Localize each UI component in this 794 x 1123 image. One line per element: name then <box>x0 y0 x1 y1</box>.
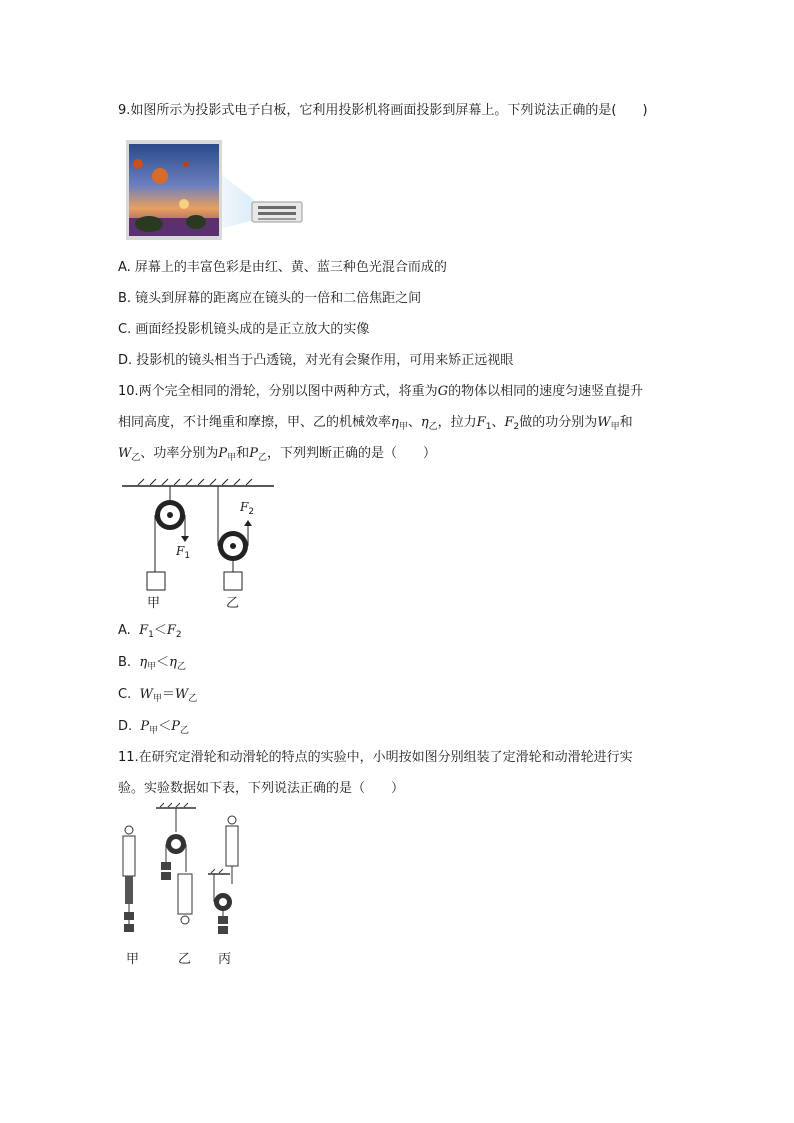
q10-fig-yi-label: 乙 <box>226 596 240 611</box>
q11-spring-scale-svg <box>112 802 262 970</box>
q10-fig-f1-label: $F_1$ <box>176 544 191 561</box>
q10-option-a[interactable]: A. $F_1<F_2$ <box>118 623 182 640</box>
q10-option-b[interactable]: B. $\eta_甲<\eta_乙$ <box>118 655 186 672</box>
q11-fig-yi-label: 乙 <box>178 952 192 967</box>
q11-spring-scale-diagram <box>112 802 262 970</box>
q10-stem-line2: 相同高度，不计绳重和摩擦，甲、乙的机械效率$\eta_甲$、$\eta_乙$，拉力$F_1$、$F_2$做的功分别为$W_甲$和 <box>118 415 633 432</box>
q11-stem-line2: 验。实验数据如下表，下列说法正确的是（ ） <box>118 781 405 796</box>
q11-stem-line1: 11.在研究定滑轮和动滑轮的特点的实验中，小明按如图分别组装了定滑轮和动滑轮进行实 <box>118 750 633 765</box>
q9-option-d[interactable]: D. 投影机的镜头相当于凸透镜，对光有会聚作用，可用来矫正远视眼 <box>118 353 514 368</box>
projector-whiteboard-image <box>124 138 306 242</box>
q9-option-b[interactable]: B. 镜头到屏幕的距离应在镜头的一倍和二倍焦距之间 <box>118 291 422 306</box>
q10-pulley-diagram <box>118 472 288 614</box>
q9-option-c[interactable]: C. 画面经投影机镜头成的是正立放大的实像 <box>118 322 370 337</box>
q10-option-d[interactable]: D. $P_甲<P_乙$ <box>118 719 189 736</box>
q11-fig-bing-label: 丙 <box>218 952 232 967</box>
q10-pulley-svg <box>118 472 288 614</box>
q11-fig-jia-label: 甲 <box>126 952 140 967</box>
q10-fig-jia-label: 甲 <box>147 596 161 611</box>
q10-stem-line3: $W_乙$、功率分别为$P_甲$和$P_乙$，下列判断正确的是（ ） <box>118 446 436 463</box>
q10-fig-f2-label: $F_2$ <box>240 500 255 517</box>
q9-stem: 9.如图所示为投影式电子白板，它利用投影机将画面投影到屏幕上。下列说法正确的是( ) <box>118 103 648 118</box>
q10-option-c[interactable]: C. $W_甲=W_乙$ <box>118 687 198 704</box>
q9-option-a[interactable]: A. 屏幕上的丰富色彩是由红、黄、蓝三种色光混合而成的 <box>118 260 447 275</box>
q10-stem-line1: 10.两个完全相同的滑轮，分别以图中两种方式，将重为G的物体以相同的速度匀速竖直提升 <box>118 384 644 399</box>
